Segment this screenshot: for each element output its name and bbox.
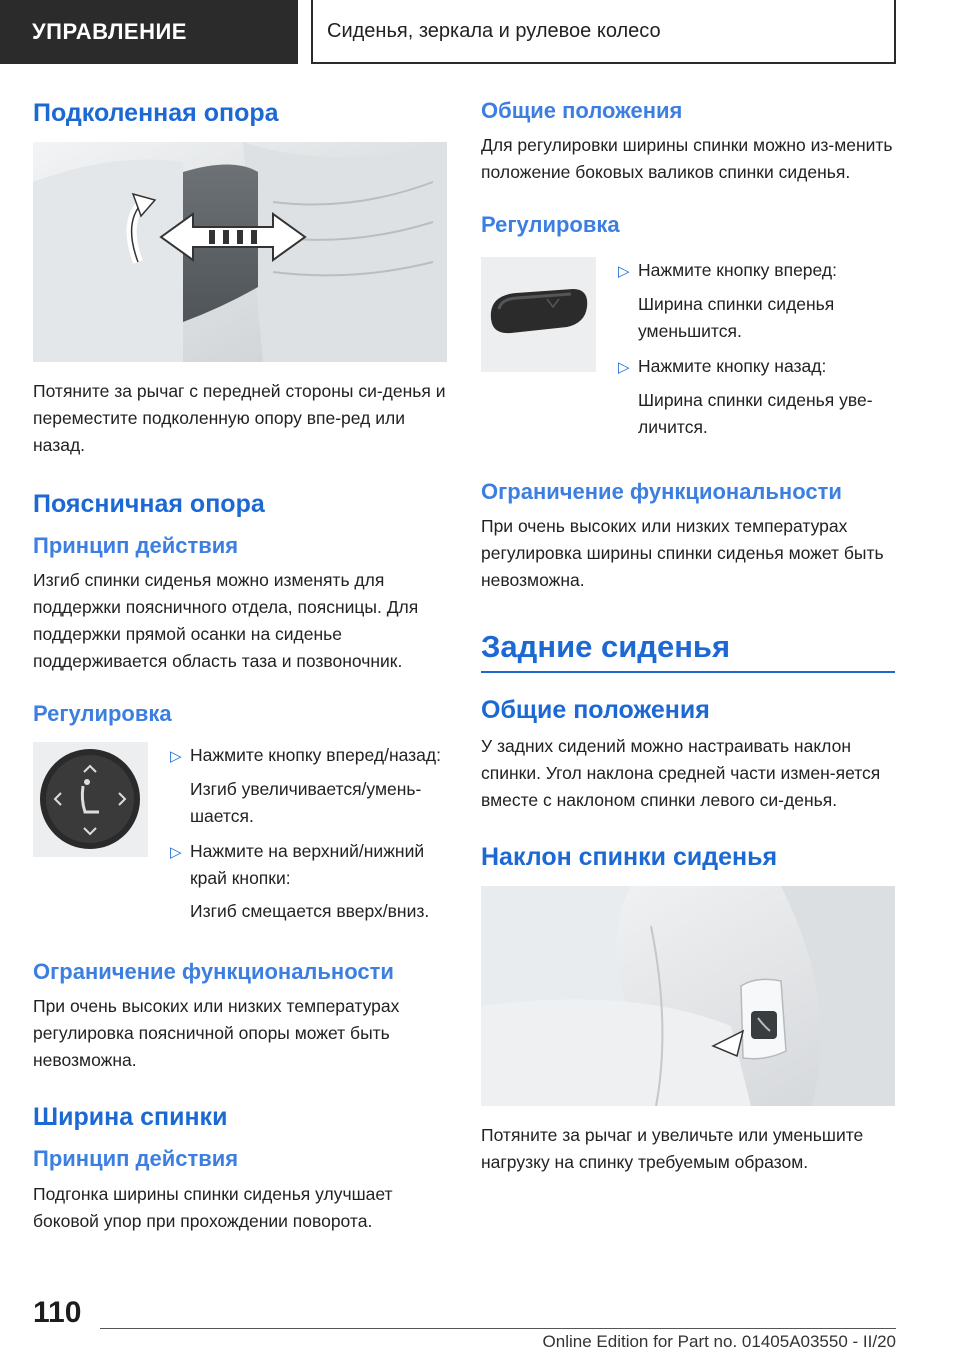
backrest-tilt-figure [481,886,895,1106]
rear-seats-heading [481,628,895,673]
footer-edition: Online Edition for Part no. 01405A03550 - II/20 [542,1332,896,1351]
knee-support-illustration [33,142,447,362]
lumbar-support-title: Поясничная опора [33,490,265,518]
lumbar-steps [170,742,447,933]
width-step-1-result: Ширина спинки сиденья уменьшится. [638,293,835,341]
rear-seat-illustration [481,886,895,1106]
knee-support-text: Потяните за рычаг с передней стороны си-денья и переместите подколенную опору впе-ред или назад. [33,381,446,455]
triangle-right-icon: ▷ [618,358,630,376]
lumbar-step-1-action: Нажмите кнопку вперед/назад: [190,744,441,765]
width-button-figure [481,257,596,372]
width-step-2-result: Ширина спинки сиденья уве-личится. [638,389,873,437]
lumbar-step-2 [170,838,447,892]
lumbar-limit-title: Ограничение функциональности [33,958,394,984]
backrest-width-title: Ширина спинки [33,1103,228,1132]
width-adjust-row [481,257,895,449]
general-text: Для регулировки ширины спинки можно из-менить положение боковых валиков спинки сиденья. [481,135,893,183]
lumbar-step-1-result: Изгиб увеличивается/умень-шается. [190,778,422,826]
width-steps [618,257,895,449]
width-limit-title: Ограничение функциональности [481,478,842,504]
knee-support-title: Подколенная опора [33,99,279,127]
rear-seats-title: Задние сиденья [481,629,731,665]
header-chapter-label: Сиденья, зеркала и рулевое колесо [327,19,661,42]
width-switch-illustration [481,257,596,372]
header-section [0,0,298,64]
width-adjust-title: Регулировка [481,212,620,238]
lumbar-adjust-row [33,742,447,933]
lumbar-switch-illustration [33,742,148,857]
lumbar-step-2-result: Изгиб смещается вверх/вниз. [190,900,430,921]
lumbar-principle-title: Принцип действия [33,533,239,558]
width-limit-text: При очень высоких или низких температурах регулировка ширины спинки сиденья может быть невозможна. [481,516,884,591]
width-step-1-action: Нажмите кнопку вперед: [638,259,837,280]
left-column [33,98,447,1235]
lumbar-button-figure [33,742,148,857]
lumbar-step-2-action: Нажмите на верхний/нижний край кнопки: [190,840,425,888]
width-step-2-action: Нажмите кнопку назад: [638,355,827,376]
lumbar-limit-text: При очень высоких или низких температурах регулировка поясничной опоры может быть невозможна. [33,996,400,1071]
page-number: 110 [33,1296,82,1329]
general-title: Общие положения [481,98,683,123]
knee-support-figure [33,142,447,362]
triangle-right-icon: ▷ [618,262,630,280]
width-principle-text: Подгонка ширины спинки сиденья улучшает боковой упор при прохождении поворота. [33,1183,393,1231]
triangle-right-icon: ▷ [170,747,182,765]
lumbar-step-1 [170,742,447,770]
header-chapter [311,0,896,64]
lumbar-adjust-title: Регулировка [33,701,172,727]
width-step-2 [618,353,895,381]
rear-general-title: Общие положения [481,696,710,725]
rear-general-text: У задних сидений можно настраивать наклон спинки. Угол наклона средней части измен-яется вместе с наклоном спинки левого си-денья. [481,736,881,811]
header-section-label: УПРАВЛЕНИЕ [32,19,187,44]
backrest-tilt-title: Наклон спинки сиденья [481,843,778,872]
lumbar-principle-text: Изгиб спинки сиденья можно изменять для поддержки поясничного отдела, поясницы. Для поддержки прямой осанки на сиденье поддерживается область таза и позвоночник. [33,570,419,672]
width-principle-title: Принцип действия [33,1146,239,1172]
right-column [481,98,895,1176]
footer-divider [100,1328,896,1329]
backrest-tilt-text: Потяните за рычаг и увеличьте или уменьшите нагрузку на спинку требуемым образом. [481,1125,864,1173]
triangle-right-icon: ▷ [170,843,182,861]
width-step-1 [618,257,895,285]
